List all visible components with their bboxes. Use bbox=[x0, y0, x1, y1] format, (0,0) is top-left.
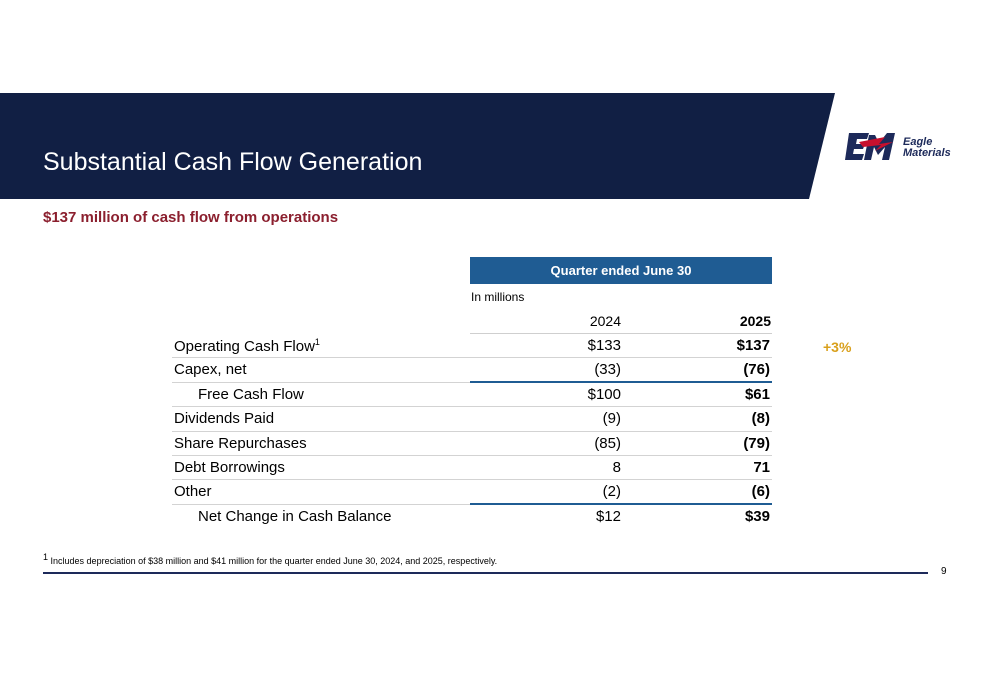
row-label: Capex, net bbox=[174, 361, 247, 379]
table-row-operating-cash-flow bbox=[172, 334, 772, 358]
value-2025: $39 bbox=[744, 507, 770, 525]
value-2024: $133 bbox=[587, 337, 621, 354]
slide-title: Substantial Cash Flow Generation bbox=[43, 148, 423, 176]
row-label: Other bbox=[174, 483, 212, 501]
value-2025: (8) bbox=[751, 410, 770, 428]
page-number: 9 bbox=[941, 566, 947, 577]
table-row-share-repurchases bbox=[172, 432, 772, 456]
table-period-header: Quarter ended June 30 bbox=[470, 257, 772, 284]
cash-flow-table bbox=[172, 334, 772, 529]
row-label: Dividends Paid bbox=[174, 410, 275, 428]
logo-line2: Materials bbox=[903, 147, 951, 159]
row-label-text: Operating Cash Flow bbox=[174, 338, 315, 355]
value-2025: 71 bbox=[753, 458, 770, 476]
column-header-2025: 2025 bbox=[739, 313, 771, 329]
footnote-marker: 1 bbox=[43, 552, 49, 562]
value-2025: $137 bbox=[736, 337, 770, 354]
slide-subtitle: $137 million of cash flow from operations bbox=[43, 209, 339, 226]
value-2025: (76) bbox=[743, 361, 770, 379]
row-label: Net Change in Cash Balance bbox=[198, 507, 392, 525]
table-row-other bbox=[172, 480, 772, 504]
row-label bbox=[174, 337, 320, 355]
table-row-capex bbox=[172, 358, 772, 382]
value-2025: (6) bbox=[751, 483, 770, 501]
value-2024: $100 bbox=[587, 385, 621, 403]
growth-badge: +3% bbox=[823, 339, 852, 355]
row-label: Debt Borrowings bbox=[174, 458, 285, 476]
table-row-dividends bbox=[172, 407, 772, 431]
value-2024: (85) bbox=[594, 434, 621, 452]
footnote bbox=[43, 552, 497, 566]
footnote-text: Includes depreciation of $38 million and $41 million for the quarter ended June 30, 2024, and 2025, respectively. bbox=[50, 556, 498, 566]
header-band bbox=[0, 93, 835, 199]
units-label: In millions bbox=[471, 290, 525, 304]
value-2024: (33) bbox=[594, 361, 621, 379]
value-2024: (2) bbox=[602, 483, 621, 501]
value-2025: (79) bbox=[743, 434, 770, 452]
value-2025: $61 bbox=[744, 385, 770, 403]
row-label: Free Cash Flow bbox=[198, 385, 304, 403]
logo-line1: Eagle bbox=[903, 136, 933, 148]
table-row-net-change bbox=[172, 505, 772, 529]
value-2024: 8 bbox=[612, 458, 621, 476]
row-label: Share Repurchases bbox=[174, 434, 307, 452]
table-row-free-cash-flow bbox=[172, 383, 772, 407]
footnote-marker: 1 bbox=[314, 337, 320, 347]
column-header-2024: 2024 bbox=[589, 313, 621, 329]
value-2024: $12 bbox=[595, 507, 621, 525]
logo-wordmark bbox=[903, 137, 951, 159]
footer-divider bbox=[43, 572, 928, 574]
value-2024: (9) bbox=[602, 410, 621, 428]
table-row-debt-borrowings bbox=[172, 456, 772, 480]
